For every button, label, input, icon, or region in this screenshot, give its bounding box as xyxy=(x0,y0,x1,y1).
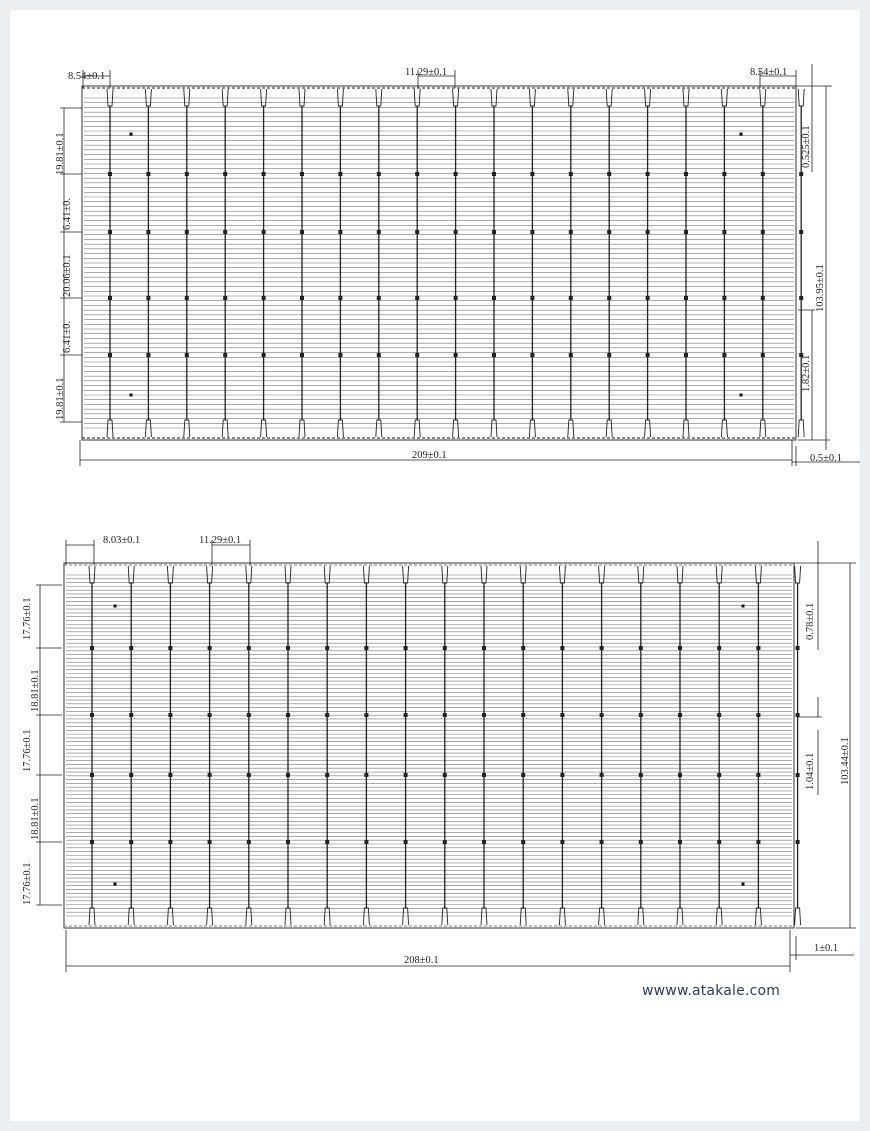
busbar-end-bottom xyxy=(795,908,801,925)
solder-pad xyxy=(208,773,212,777)
solder-pad xyxy=(262,353,266,357)
solder-pad xyxy=(530,230,534,234)
busbar-end-bottom xyxy=(798,420,804,437)
busbar-end-bottom xyxy=(261,420,267,437)
solder-pad xyxy=(90,646,94,650)
solder-pad xyxy=(530,296,534,300)
solder-pad xyxy=(223,230,227,234)
busbar-end-top xyxy=(89,566,95,583)
solder-pad xyxy=(325,713,329,717)
solder-pad xyxy=(482,840,486,844)
busbar-end-top xyxy=(261,89,267,106)
solder-pad xyxy=(639,773,643,777)
solder-pad xyxy=(364,713,368,717)
busbar-end-top xyxy=(645,89,651,106)
solder-pad xyxy=(646,172,650,176)
solder-pad xyxy=(646,230,650,234)
solder-pad xyxy=(108,353,112,357)
bottom-dim-pitch: 11.29±0.1 xyxy=(199,535,242,546)
solder-pad xyxy=(639,646,643,650)
solder-pad xyxy=(600,713,604,717)
bottom-dim-offset: 1±0.1 xyxy=(814,943,839,954)
solder-pad xyxy=(223,353,227,357)
solder-pad xyxy=(185,296,189,300)
bottom-dim-left-2: 18.81±0.1 xyxy=(30,669,41,712)
busbar xyxy=(795,566,801,925)
solder-pad xyxy=(607,230,611,234)
top-dim-pitch: 11.29±0.1 xyxy=(405,67,448,78)
solder-pad xyxy=(569,353,573,357)
solder-pad xyxy=(247,713,251,717)
solder-pad xyxy=(364,646,368,650)
alignment-mark xyxy=(130,133,133,136)
busbar-end-top xyxy=(246,566,252,583)
busbar-end-bottom xyxy=(89,908,95,925)
busbar-end-bottom xyxy=(606,420,612,437)
busbar-end-top xyxy=(599,566,605,583)
solder-pad xyxy=(678,840,682,844)
solder-pad xyxy=(443,646,447,650)
solder-pad xyxy=(646,296,650,300)
cell-drawing-top xyxy=(55,64,860,466)
busbar-end-bottom xyxy=(683,420,689,437)
solder-pad xyxy=(607,172,611,176)
solder-pad xyxy=(185,172,189,176)
busbar-end-top xyxy=(760,89,766,106)
solder-pad xyxy=(377,353,381,357)
solder-pad xyxy=(492,230,496,234)
solder-pad xyxy=(286,840,290,844)
bottom-cell-grid xyxy=(64,563,801,928)
solder-pad xyxy=(168,840,172,844)
busbar-end-bottom xyxy=(529,420,535,437)
solder-pad xyxy=(521,713,525,717)
solder-pad xyxy=(717,713,721,717)
busbar-end-bottom xyxy=(324,908,330,925)
solder-pad xyxy=(364,840,368,844)
top-cell-grid xyxy=(82,86,804,440)
busbar-end-bottom xyxy=(207,908,213,925)
busbar-end-bottom xyxy=(568,420,574,437)
solder-pad xyxy=(338,296,342,300)
busbar-end-top xyxy=(568,89,574,106)
solder-pad xyxy=(443,713,447,717)
solder-pad xyxy=(262,296,266,300)
solder-pad xyxy=(129,840,133,844)
busbar-end-top xyxy=(207,566,213,583)
busbar-end-bottom xyxy=(246,908,252,925)
solder-pad xyxy=(796,773,800,777)
bottom-dim-height: 103.44±0.1 xyxy=(840,737,851,785)
busbar-end-top xyxy=(414,89,420,106)
solder-pad xyxy=(443,773,447,777)
busbar-end-top xyxy=(559,566,565,583)
busbar-end-bottom xyxy=(337,420,343,437)
solder-pad xyxy=(796,713,800,717)
solder-pad xyxy=(300,296,304,300)
busbar-end-bottom xyxy=(638,908,644,925)
busbar-end-top xyxy=(128,566,134,583)
bottom-dimension-labels xyxy=(22,535,851,966)
solder-pad xyxy=(454,353,458,357)
bottom-dim-left-4: 18.81±0.1 xyxy=(30,797,41,840)
solder-pad xyxy=(129,773,133,777)
busbar-end-top xyxy=(683,89,689,106)
solder-pad xyxy=(247,773,251,777)
solder-pad xyxy=(761,230,765,234)
solder-pad xyxy=(521,840,525,844)
solder-pad xyxy=(325,773,329,777)
solder-pad xyxy=(168,773,172,777)
solder-pad xyxy=(530,172,534,176)
solder-pad xyxy=(560,646,564,650)
busbar-end-top xyxy=(107,89,113,106)
busbar-end-bottom xyxy=(755,908,761,925)
busbar-end-bottom xyxy=(760,420,766,437)
solder-pad xyxy=(560,713,564,717)
top-dim-left-5: 19.81±0.1 xyxy=(55,377,66,420)
solder-pad xyxy=(90,840,94,844)
solder-pad xyxy=(247,840,251,844)
busbar-end-top xyxy=(167,566,173,583)
solder-pad xyxy=(415,172,419,176)
solder-pad xyxy=(146,230,150,234)
busbar-end-bottom xyxy=(403,908,409,925)
bottom-dimension-lines xyxy=(36,540,856,972)
busbar-end-top xyxy=(442,566,448,583)
solder-pad xyxy=(482,713,486,717)
busbar-end-bottom xyxy=(721,420,727,437)
solder-pad xyxy=(129,646,133,650)
solder-pad xyxy=(639,713,643,717)
solder-pad xyxy=(722,172,726,176)
solder-pad xyxy=(223,172,227,176)
alignment-mark xyxy=(742,605,745,608)
solder-pad xyxy=(454,230,458,234)
solder-pad xyxy=(300,172,304,176)
alignment-mark xyxy=(742,883,745,886)
solder-pad xyxy=(208,713,212,717)
solder-pad xyxy=(415,353,419,357)
busbar-end-bottom xyxy=(442,908,448,925)
busbar-end-bottom xyxy=(559,908,565,925)
busbar-end-bottom xyxy=(184,420,190,437)
busbar-end-top xyxy=(716,566,722,583)
busbar-end-bottom xyxy=(145,420,151,437)
busbar-end-top xyxy=(677,566,683,583)
solder-pad xyxy=(325,646,329,650)
busbar-end-bottom xyxy=(222,420,228,437)
bottom-dim-left-5: 17.76±0.1 xyxy=(22,862,33,905)
busbar-end-bottom xyxy=(453,420,459,437)
solder-pad xyxy=(168,646,172,650)
busbar-end-top xyxy=(363,566,369,583)
solder-pad xyxy=(492,172,496,176)
solder-pad xyxy=(482,646,486,650)
solder-pad xyxy=(756,773,760,777)
busbar-end-bottom xyxy=(285,908,291,925)
solder-pad xyxy=(607,353,611,357)
busbar-end-top xyxy=(798,89,804,106)
solder-pad xyxy=(325,840,329,844)
solder-pad xyxy=(404,646,408,650)
bottom-dim-right-top: 0.78±0.1 xyxy=(805,602,816,640)
website-url[interactable]: wwww.atakale.com xyxy=(642,983,781,999)
solder-pad xyxy=(722,230,726,234)
solder-pad xyxy=(286,713,290,717)
solder-pad xyxy=(492,353,496,357)
busbar-end-top xyxy=(529,89,535,106)
solder-pad xyxy=(492,296,496,300)
solder-pad xyxy=(338,353,342,357)
busbar-end-bottom xyxy=(107,420,113,437)
solder-pad xyxy=(146,172,150,176)
solder-pad xyxy=(678,773,682,777)
busbar-end-top xyxy=(491,89,497,106)
bottom-dim-left-1: 17.76±0.1 xyxy=(22,597,33,640)
solder-pad xyxy=(300,230,304,234)
busbar-end-bottom xyxy=(128,908,134,925)
solder-pad xyxy=(108,172,112,176)
solder-pad xyxy=(799,296,803,300)
solder-pad xyxy=(799,172,803,176)
top-dim-right-pad: 1.82±0.1 xyxy=(801,354,812,392)
top-dim-left-edge: 8.54±0.1 xyxy=(68,71,106,82)
alignment-mark xyxy=(740,133,743,136)
solder-pad xyxy=(454,172,458,176)
solder-pad xyxy=(146,353,150,357)
solder-pad xyxy=(646,353,650,357)
solder-pad xyxy=(600,646,604,650)
top-dim-left-3: 20.06±0.1 xyxy=(62,254,73,297)
top-dimension-lines xyxy=(60,64,860,466)
top-dim-left-2: 6.41±0. xyxy=(62,197,73,230)
solder-pad xyxy=(684,296,688,300)
solder-pad xyxy=(639,840,643,844)
busbar-end-bottom xyxy=(645,420,651,437)
solder-pad xyxy=(146,296,150,300)
solder-pad xyxy=(208,840,212,844)
solder-pad xyxy=(799,230,803,234)
finger-lines xyxy=(84,98,794,428)
solder-pad xyxy=(678,713,682,717)
solder-pad xyxy=(756,713,760,717)
busbar-end-top xyxy=(285,566,291,583)
busbar-end-top xyxy=(222,89,228,106)
solder-pad xyxy=(560,773,564,777)
solder-pad xyxy=(286,773,290,777)
solder-pad xyxy=(530,353,534,357)
solder-pad xyxy=(443,840,447,844)
solder-pad xyxy=(377,230,381,234)
busbar-end-bottom xyxy=(414,420,420,437)
busbar-end-top xyxy=(145,89,151,106)
solder-pad xyxy=(90,773,94,777)
solder-pad xyxy=(569,230,573,234)
solder-pad xyxy=(338,172,342,176)
busbar-end-top xyxy=(299,89,305,106)
solder-pad xyxy=(404,773,408,777)
cell-drawing-bottom xyxy=(22,535,856,972)
bottom-dim-width: 208±0.1 xyxy=(404,955,439,966)
solder-pad xyxy=(377,172,381,176)
solder-pad xyxy=(607,296,611,300)
top-dim-offset: 0.5±0.1 xyxy=(810,453,843,464)
alignment-mark xyxy=(114,605,117,608)
alignment-mark xyxy=(130,394,133,397)
top-dim-height: 103.95±0.1 xyxy=(815,264,826,312)
solder-pad xyxy=(415,296,419,300)
busbar-end-top xyxy=(337,89,343,106)
busbar-end-bottom xyxy=(599,908,605,925)
busbar-end-top xyxy=(403,566,409,583)
solder-pad xyxy=(569,172,573,176)
solder-pad xyxy=(569,296,573,300)
solder-pad xyxy=(722,353,726,357)
solder-pad xyxy=(717,646,721,650)
solder-pad xyxy=(338,230,342,234)
solder-pad xyxy=(761,353,765,357)
solder-pad xyxy=(482,773,486,777)
solder-pad xyxy=(168,713,172,717)
busbar-end-bottom xyxy=(299,420,305,437)
busbar-end-top xyxy=(481,566,487,583)
solder-pad xyxy=(262,172,266,176)
solder-pad xyxy=(521,646,525,650)
alignment-mark xyxy=(114,883,117,886)
solder-pad xyxy=(684,172,688,176)
busbar-end-top xyxy=(520,566,526,583)
solder-pad xyxy=(185,230,189,234)
busbar-end-bottom xyxy=(363,908,369,925)
alignment-mark xyxy=(740,394,743,397)
solder-pad xyxy=(223,296,227,300)
solder-pad xyxy=(717,840,721,844)
solder-pad xyxy=(600,773,604,777)
top-dim-right-edge: 8.54±0.1 xyxy=(750,67,788,78)
solder-pad xyxy=(208,646,212,650)
solder-pad xyxy=(684,353,688,357)
busbar-end-top xyxy=(453,89,459,106)
busbar-end-top xyxy=(376,89,382,106)
solder-pad xyxy=(90,713,94,717)
solder-pad xyxy=(678,646,682,650)
busbar-end-top xyxy=(721,89,727,106)
solder-pad xyxy=(761,172,765,176)
busbar-end-top xyxy=(324,566,330,583)
solder-pad xyxy=(600,840,604,844)
solder-pad xyxy=(247,646,251,650)
busbar-end-top xyxy=(755,566,761,583)
solder-pad xyxy=(454,296,458,300)
solder-pad xyxy=(108,230,112,234)
solder-pad xyxy=(262,230,266,234)
busbar-end-bottom xyxy=(677,908,683,925)
top-dim-width: 209±0.1 xyxy=(412,450,447,461)
top-dim-left-1: 19.81±0.1 xyxy=(55,132,66,175)
busbar-end-bottom xyxy=(481,908,487,925)
solder-pad xyxy=(300,353,304,357)
solder-pad xyxy=(108,296,112,300)
finger-lines xyxy=(66,575,792,916)
solder-pad xyxy=(684,230,688,234)
bottom-dim-right-pad: 1.04±0.1 xyxy=(805,752,816,790)
solder-pad xyxy=(717,773,721,777)
bottom-dim-left-edge: 8.03±0.1 xyxy=(103,535,141,546)
solder-pad xyxy=(377,296,381,300)
busbar-end-top xyxy=(638,566,644,583)
solder-pad xyxy=(796,840,800,844)
solder-pad xyxy=(129,713,133,717)
top-dim-left-4: 6.41±0. xyxy=(62,320,73,353)
busbar-end-bottom xyxy=(520,908,526,925)
solder-pad xyxy=(756,840,760,844)
solder-pad xyxy=(404,840,408,844)
top-dim-right-top: 0.525±0.1 xyxy=(801,125,812,168)
solder-pad xyxy=(722,296,726,300)
solder-pad xyxy=(185,353,189,357)
solder-pad xyxy=(404,713,408,717)
solder-pad xyxy=(761,296,765,300)
solder-pad xyxy=(286,646,290,650)
busbar-end-top xyxy=(795,566,801,583)
solder-pad xyxy=(756,646,760,650)
busbar-end-bottom xyxy=(376,420,382,437)
solder-pad xyxy=(521,773,525,777)
bottom-dim-left-3: 17.76±0.1 xyxy=(22,729,33,772)
solder-pad xyxy=(364,773,368,777)
busbar-end-bottom xyxy=(491,420,497,437)
solder-pad xyxy=(796,646,800,650)
solder-pad xyxy=(560,840,564,844)
busbar-end-bottom xyxy=(167,908,173,925)
busbar-end-bottom xyxy=(716,908,722,925)
solder-pad xyxy=(415,230,419,234)
busbar-end-top xyxy=(606,89,612,106)
busbar-end-top xyxy=(184,89,190,106)
